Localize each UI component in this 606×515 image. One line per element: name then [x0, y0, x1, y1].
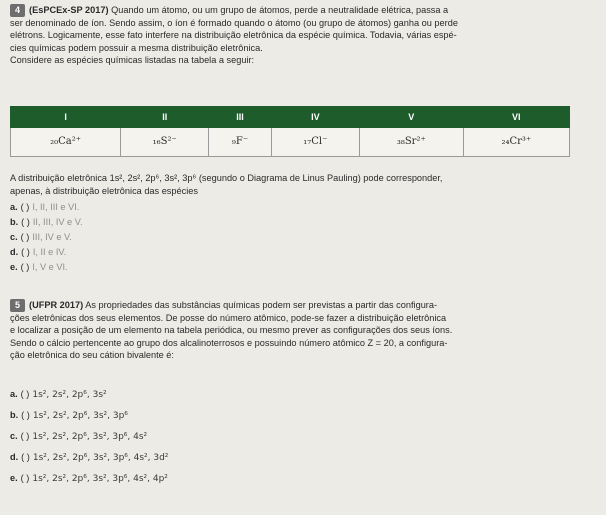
answer-checkbox[interactable]: ( ): [20, 389, 30, 399]
option-4c[interactable]: [10, 230, 83, 245]
option-letter: c.: [10, 431, 18, 441]
distribution-line-2: apenas, à distribuição eletrônica das espécies: [10, 185, 198, 196]
species-table-header: [11, 107, 570, 128]
species-header-iii: III: [209, 107, 271, 128]
option-text: 1s², 2s², 2p⁶, 3s², 3p⁶: [32, 411, 128, 421]
option-letter: b.: [10, 217, 19, 227]
answer-checkbox[interactable]: ( ): [21, 452, 30, 462]
answer-checkbox[interactable]: ( ): [20, 202, 30, 212]
answer-checkbox[interactable]: ( ): [20, 473, 30, 483]
option-letter: c.: [10, 232, 18, 242]
question-4-options: [10, 200, 83, 275]
option-letter: e.: [10, 473, 18, 483]
answer-checkbox[interactable]: ( ): [20, 262, 30, 272]
answer-checkbox[interactable]: ( ): [20, 431, 30, 441]
species-cell-iii: ₉F⁻: [209, 128, 271, 157]
distribution-statement: [10, 172, 600, 197]
option-5e[interactable]: [10, 468, 168, 489]
option-text: 1s², 2s², 2p⁶, 3s², 3p⁶, 4s², 4p²: [32, 474, 168, 484]
species-header-v: V: [359, 107, 463, 128]
option-4e[interactable]: [10, 260, 83, 275]
option-5b[interactable]: [10, 405, 168, 426]
question-4-line-5: Considere as espécies químicas listadas na tabela a seguir:: [10, 55, 255, 65]
question-5: [10, 299, 600, 362]
option-4b[interactable]: [10, 215, 83, 230]
species-header-ii: II: [121, 107, 209, 128]
question-4-line-3: elétrons. Logicamente, esse fato interfere na distribuição eletrônica da espécie química. Todavia, várias espé-: [10, 30, 457, 40]
answer-checkbox[interactable]: ( ): [21, 217, 30, 227]
species-cell-v: ₃₈Sr²⁺: [359, 128, 463, 157]
question-5-text: As propriedades das substâncias químicas podem ser previstas a partir das configura-: [85, 300, 438, 310]
question-5-line-4: Sendo o cálcio pertencente ao grupo dos alcalinoterrosos e possuindo número atômico Z = 20, a configura-: [10, 337, 448, 348]
option-text: III, IV e V.: [32, 232, 72, 242]
answer-checkbox[interactable]: ( ): [20, 232, 30, 242]
species-header-iv: IV: [271, 107, 359, 128]
question-4-source: (EsPCEx-SP 2017): [29, 5, 109, 15]
species-table-row: [11, 128, 570, 157]
species-cell-iv: ₁₇Cl⁻: [271, 128, 359, 157]
option-4d[interactable]: [10, 245, 83, 260]
question-5-options: [10, 384, 168, 489]
species-table: [10, 106, 570, 157]
option-text: I, II e IV.: [32, 247, 67, 257]
species-cell-ii: ₁₆S²⁻: [121, 128, 209, 157]
species-cell-vi: ₂₄Cr³⁺: [463, 128, 569, 157]
question-5-line-2: ções eletrônicas dos seus elementos. De posse do número atômico, pode-se fazer a distribuição eletrônica: [10, 312, 447, 323]
question-5-source: (UFPR 2017): [29, 300, 84, 310]
question-5-number: 5: [10, 299, 25, 312]
option-text: 1s², 2s², 2p⁶, 3s², 3p⁶, 4s², 3d²: [32, 453, 169, 463]
question-5-line-1: [10, 299, 600, 312]
option-5a[interactable]: [10, 384, 168, 405]
option-letter: a.: [10, 389, 18, 399]
option-letter: e.: [10, 262, 18, 272]
option-text: 1s², 2s², 2p⁶, 3s²: [32, 390, 107, 400]
option-text: 1s², 2s², 2p⁶, 3s², 3p⁶, 4s²: [32, 432, 148, 442]
question-5-line-5: ção eletrônica do seu cátion bivalente é:: [10, 350, 174, 360]
answer-checkbox[interactable]: ( ): [21, 410, 30, 420]
question-5-line-3: e localizar a posição de um elemento na tabela periódica, ou mesmo prever as configurações dos seus íons.: [10, 325, 453, 335]
option-text: I, II, III e VI.: [32, 202, 80, 212]
species-cell-i: ₂₀Ca²⁺: [11, 128, 121, 157]
species-header-i: I: [11, 107, 121, 128]
species-header-vi: VI: [463, 107, 569, 128]
option-letter: d.: [10, 452, 19, 462]
question-4-line-1: [10, 4, 600, 17]
distribution-line-1: A distribuição eletrônica 1s², 2s², 2p⁶, 3s², 3p⁶ (segundo o Diagrama de Linus Pauling) pode corresponder,: [10, 173, 443, 183]
question-4-text: Quando um átomo, ou um grupo de átomos, perde a neutralidade elétrica, passa a: [111, 5, 449, 15]
option-4a[interactable]: [10, 200, 83, 215]
question-4-number: 4: [10, 4, 25, 17]
option-letter: d.: [10, 247, 19, 257]
answer-checkbox[interactable]: ( ): [21, 247, 30, 257]
question-4: [10, 4, 600, 67]
option-text: II, III, IV e V.: [32, 217, 83, 227]
option-text: I, V e VI.: [32, 262, 68, 272]
option-letter: b.: [10, 410, 19, 420]
question-4-line-4: cies químicas podem possuir a mesma distribuição eletrônica.: [10, 42, 263, 53]
option-letter: a.: [10, 202, 18, 212]
option-5d[interactable]: [10, 447, 168, 468]
question-4-line-2: ser denominado de íon. Sendo assim, o íon é formado quando o átomo (ou grupo de átomos) ganha ou perde: [10, 17, 458, 28]
option-5c[interactable]: [10, 426, 168, 447]
